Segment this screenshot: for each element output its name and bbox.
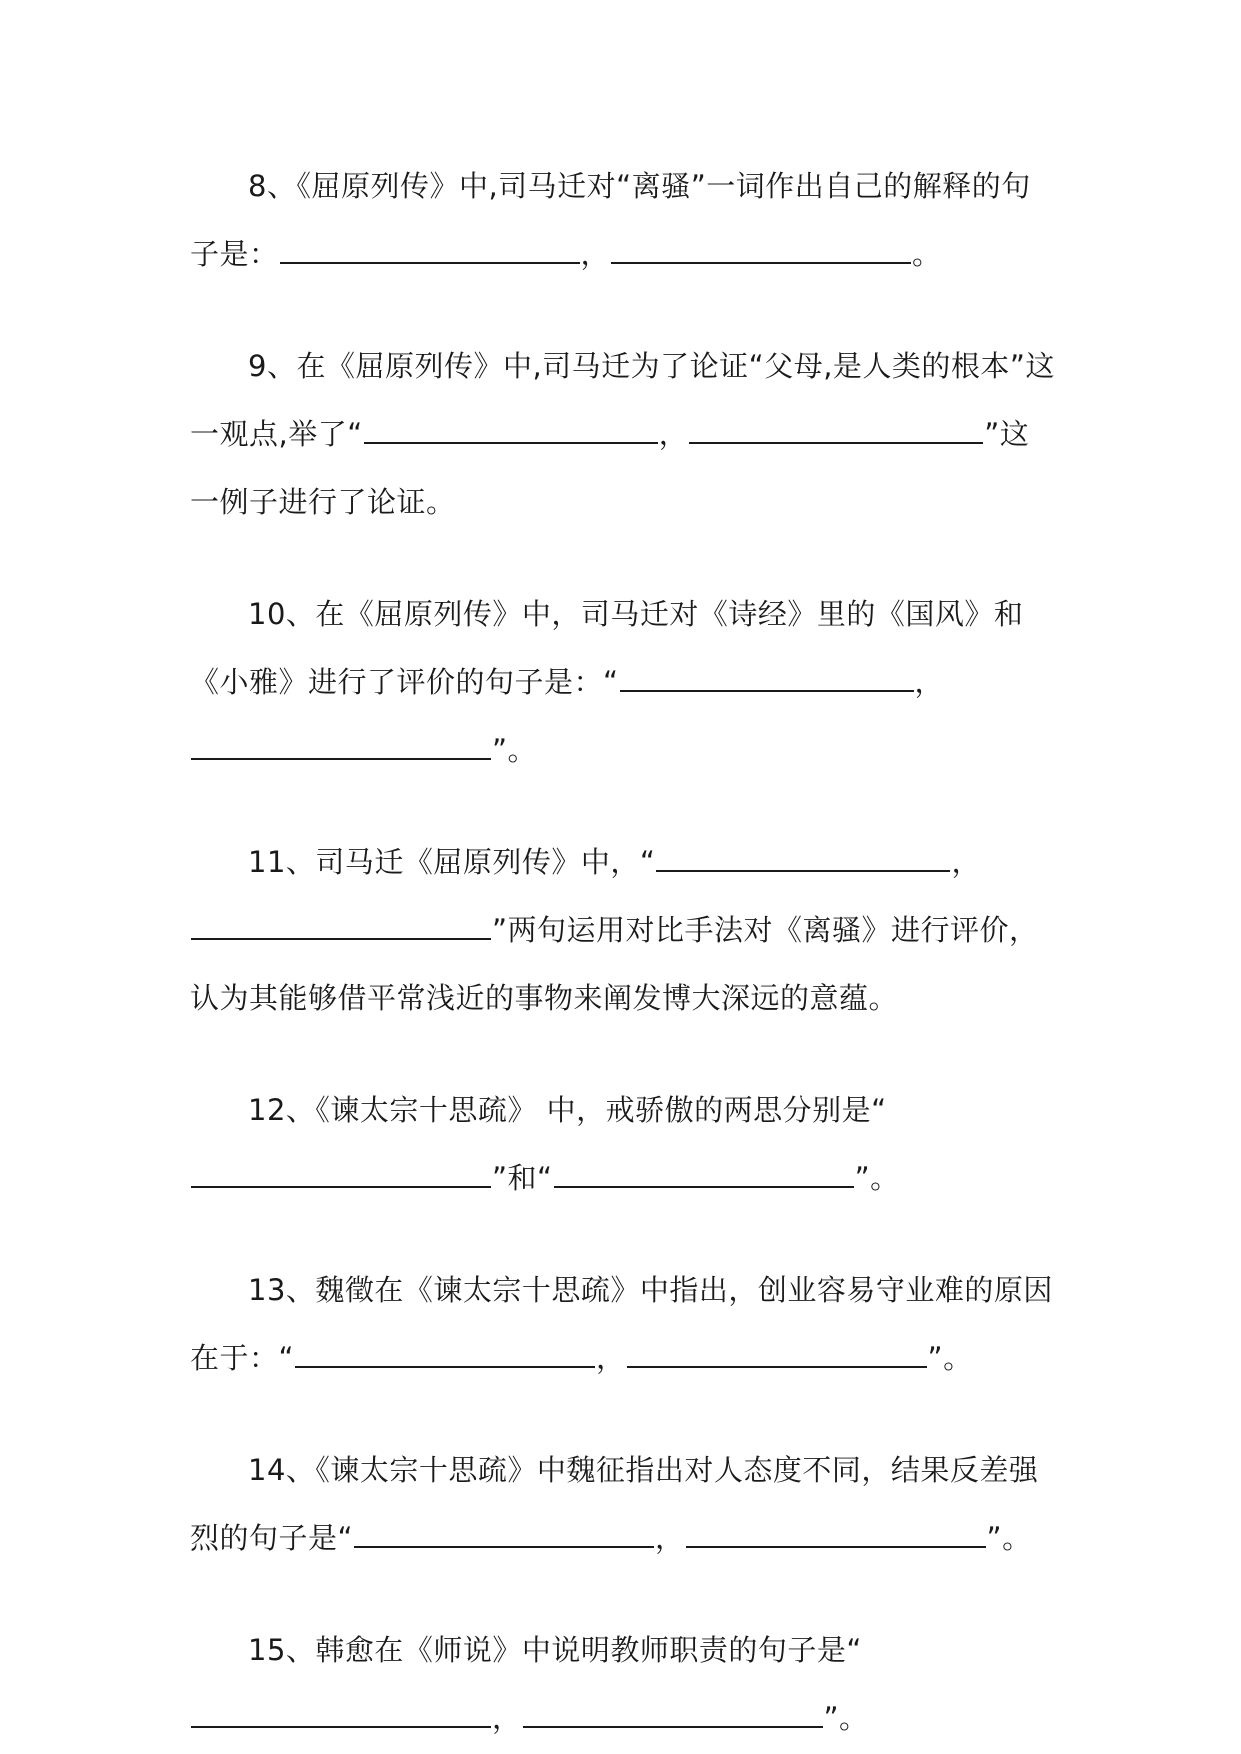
- answer-blank[interactable]: [280, 232, 580, 264]
- question-9: [190, 332, 1058, 536]
- question-ending: ”。: [492, 733, 538, 767]
- answer-blank[interactable]: [191, 1696, 491, 1728]
- question-separator: ，: [655, 1521, 685, 1555]
- answer-blank[interactable]: [191, 908, 491, 940]
- answer-blank[interactable]: [656, 840, 950, 872]
- question-10: [190, 580, 1058, 784]
- question-ending: ”。: [823, 1701, 869, 1735]
- question-text: 15、韩愈在《师说》中说明教师职责的句子是“: [248, 1633, 862, 1667]
- answer-blank[interactable]: [554, 1156, 854, 1188]
- question-text: 14、《谏太宗十思疏》中魏征指出对人态度不同，结果反差强烈的句子是“: [190, 1453, 1039, 1555]
- question-8: [190, 152, 1058, 288]
- answer-blank[interactable]: [686, 1516, 986, 1548]
- answer-blank[interactable]: [354, 1516, 654, 1548]
- answer-blank[interactable]: [627, 1336, 927, 1368]
- question-text: 11、司马迁《屈原列传》中，“: [248, 845, 656, 879]
- question-text: 10、在《屈原列传》中，司马迁对《诗经》里的《国风》和《小雅》进行了评价的句子是：“: [190, 597, 1024, 699]
- question-separator: ，: [658, 417, 689, 451]
- question-13: [190, 1256, 1058, 1392]
- question-ending: ”。: [854, 1161, 900, 1195]
- question-text: 9、在《屈原列传》中,司马迁为了论证“父母,是人类的根本”这一观点,举了“: [190, 349, 1055, 451]
- question-ending: ”这一例子进行了论证。: [190, 417, 1030, 519]
- question-text: 8、《屈原列传》中,司马迁对“离骚”一词作出自己的解释的句子是：: [190, 169, 1031, 271]
- question-separator: ”和“: [492, 1161, 553, 1195]
- question-15: [190, 1616, 1058, 1752]
- answer-blank[interactable]: [191, 1156, 491, 1188]
- question-12: [190, 1076, 1058, 1212]
- question-text: 12、《谏太宗十思疏》 中，戒骄傲的两思分别是“: [248, 1093, 887, 1127]
- answer-blank[interactable]: [364, 412, 658, 444]
- answer-blank[interactable]: [620, 660, 914, 692]
- question-ending: 。: [912, 237, 942, 271]
- question-ending: ”。: [927, 1341, 973, 1375]
- question-separator: ，: [951, 845, 981, 879]
- question-separator: ，: [596, 1341, 626, 1375]
- answer-blank[interactable]: [523, 1696, 823, 1728]
- answer-blank[interactable]: [689, 412, 983, 444]
- question-14: [190, 1436, 1058, 1572]
- worksheet-page: [190, 152, 1058, 1752]
- answer-blank[interactable]: [295, 1336, 595, 1368]
- question-text: 13、魏徵在《谏太宗十思疏》中指出，创业容易守业难的原因在于：“: [190, 1273, 1053, 1375]
- question-separator: ，: [492, 1701, 522, 1735]
- question-ending: ”。: [986, 1521, 1032, 1555]
- question-11: [190, 828, 1058, 1032]
- answer-blank[interactable]: [611, 232, 911, 264]
- question-separator: ，: [914, 665, 945, 699]
- question-ending: ”两句运用对比手法对《离骚》进行评价，认为其能够借平常浅近的事物来阐发博大深远的意蕴。: [190, 913, 1039, 1015]
- answer-blank[interactable]: [191, 728, 491, 760]
- question-separator: ，: [580, 237, 611, 271]
